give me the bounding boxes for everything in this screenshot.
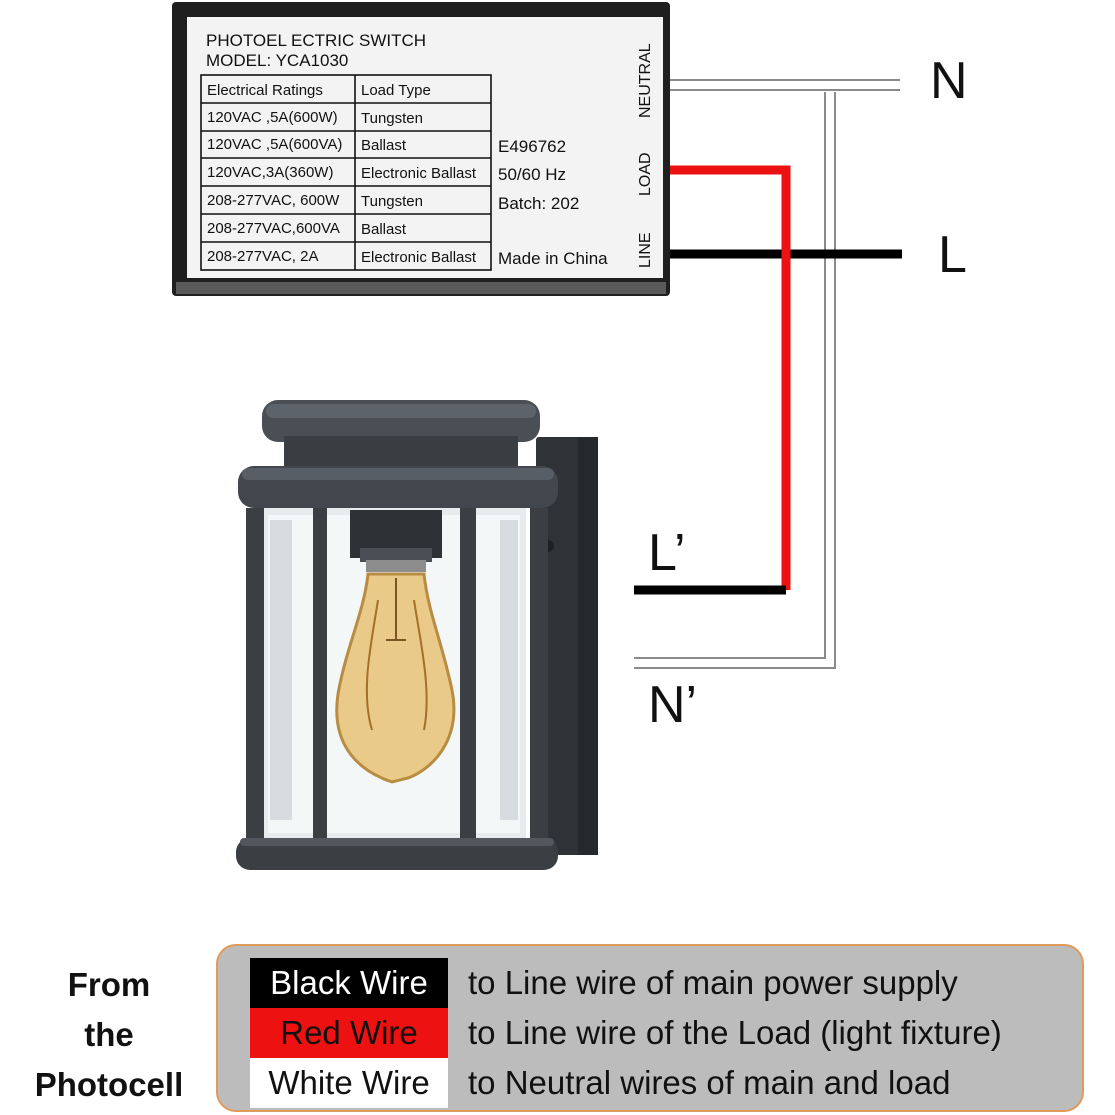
wire-legend bbox=[216, 944, 1084, 1112]
cert-number: E496762 bbox=[498, 137, 567, 156]
terminal-line: LINE bbox=[637, 232, 654, 268]
legend-source-line: Photocell bbox=[34, 1066, 184, 1103]
wall-light-fixture bbox=[236, 400, 598, 870]
frequency: 50/60 Hz bbox=[498, 165, 567, 184]
table-cell: Tungsten bbox=[361, 193, 423, 210]
black-wire-label: Black Wire bbox=[250, 958, 448, 1008]
label-l-prime: L’ bbox=[648, 524, 686, 582]
made-in: Made in China bbox=[498, 249, 608, 268]
table-cell: Electronic Ballast bbox=[361, 165, 477, 182]
table-cell: Ballast bbox=[361, 221, 407, 238]
batch: Batch: 202 bbox=[498, 194, 580, 213]
label-l: L bbox=[938, 226, 967, 284]
legend-source bbox=[14, 960, 204, 1110]
white-wire-label: White Wire bbox=[250, 1058, 448, 1108]
red-wire-label: Red Wire bbox=[250, 1008, 448, 1058]
table-cell: Electronic Ballast bbox=[361, 249, 477, 266]
legend-source-line: From bbox=[67, 966, 151, 1003]
red-wire-description: to Line wire of the Load (light fixture) bbox=[468, 1014, 1002, 1051]
legend-row-red bbox=[250, 1008, 1080, 1058]
table-header-load: Load Type bbox=[361, 82, 431, 99]
table-cell: 208-277VAC, 2A bbox=[207, 248, 319, 265]
legend-row-black bbox=[250, 958, 1080, 1008]
table-cell: 208-277VAC, 600W bbox=[207, 192, 340, 209]
black-wire-description: to Line wire of main power supply bbox=[468, 964, 958, 1001]
label-n: N bbox=[930, 52, 968, 110]
table-cell: 120VAC ,5A(600VA) bbox=[207, 136, 343, 153]
module-title: PHOTOEL ECTRIC SWITCH bbox=[206, 31, 427, 50]
terminal-neutral: NEUTRAL bbox=[637, 43, 654, 118]
table-header-ratings: Electrical Ratings bbox=[207, 82, 323, 99]
module-model: MODEL: YCA1030 bbox=[206, 51, 349, 70]
legend-row-white bbox=[250, 1058, 1080, 1108]
table-cell: Tungsten bbox=[361, 110, 423, 127]
photocell-module bbox=[172, 2, 670, 296]
legend-source-line: the bbox=[84, 1016, 134, 1053]
table-cell: 208-277VAC,600VA bbox=[207, 220, 340, 237]
table-cell: Ballast bbox=[361, 137, 407, 154]
table-cell: 120VAC ,5A(600W) bbox=[207, 109, 338, 126]
terminal-load: LOAD bbox=[637, 152, 654, 196]
label-n-prime: N’ bbox=[648, 676, 698, 734]
white-wire-description: to Neutral wires of main and load bbox=[468, 1064, 951, 1101]
table-cell: 120VAC,3A(360W) bbox=[207, 164, 334, 181]
